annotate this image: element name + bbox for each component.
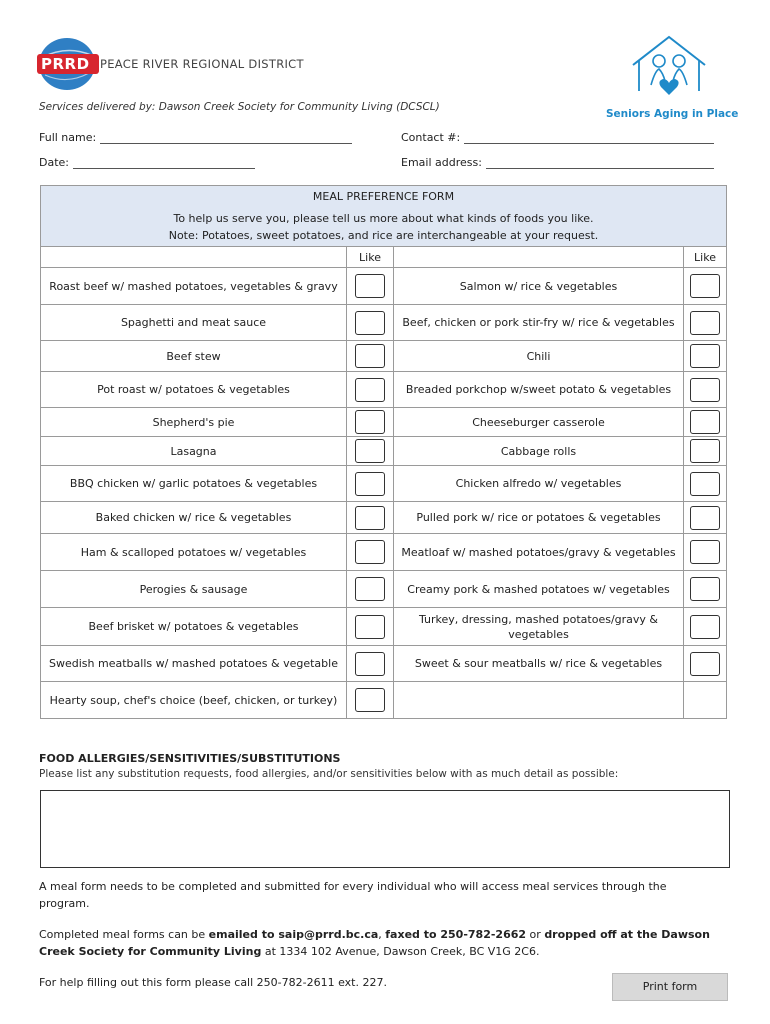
like-checkbox-left[interactable]	[355, 615, 385, 639]
meal-item-right: Cabbage rolls	[394, 437, 684, 466]
meal-item-right: Turkey, dressing, mashed potatoes/gravy & vegetables	[394, 608, 684, 646]
like-cell-right	[684, 437, 727, 466]
date-label: Date:	[39, 156, 69, 169]
para2-text-e: or	[526, 928, 545, 941]
meal-row	[41, 268, 727, 305]
like-cell-left	[347, 268, 394, 305]
footer-paragraph-2	[39, 926, 729, 960]
services-line: Services delivered by: Dawson Creek Society for Community Living (DCSCL)	[39, 101, 440, 113]
meal-item-left: Swedish meatballs w/ mashed potatoes & vegetable	[41, 646, 347, 682]
meal-item-left: Perogies & sausage	[41, 571, 347, 608]
meal-item-right: Beef, chicken or pork stir-fry w/ rice & vegetables	[394, 305, 684, 341]
email-field[interactable]	[401, 156, 714, 169]
like-checkbox-right[interactable]	[690, 615, 720, 639]
like-header-left: Like	[347, 247, 394, 268]
form-intro-1: To help us serve you, please tell us more about what kinds of foods you like.	[173, 211, 594, 225]
like-cell-right	[684, 534, 727, 571]
like-cell-left	[347, 341, 394, 372]
like-cell-left	[347, 408, 394, 437]
like-cell-left	[347, 466, 394, 502]
footer-paragraph-1: A meal form needs to be completed and submitted for every individual who will access meal services through the program.	[39, 880, 667, 910]
like-cell-left	[347, 305, 394, 341]
like-checkbox-left[interactable]	[355, 439, 385, 463]
meal-item-left: BBQ chicken w/ garlic potatoes & vegetables	[41, 466, 347, 502]
like-cell-left	[347, 372, 394, 408]
form-title: MEAL PREFERENCE FORM	[312, 189, 455, 203]
like-header-right: Like	[684, 247, 727, 268]
like-checkbox-left[interactable]	[355, 540, 385, 564]
meal-row	[41, 466, 727, 502]
like-cell-right	[684, 372, 727, 408]
like-cell-left	[347, 571, 394, 608]
like-checkbox-left[interactable]	[355, 688, 385, 712]
meal-item-left: Spaghetti and meat sauce	[41, 305, 347, 341]
contact-input[interactable]	[464, 143, 714, 144]
like-cell-right	[684, 341, 727, 372]
like-cell-right	[684, 608, 727, 646]
like-checkbox-left[interactable]	[355, 506, 385, 530]
like-checkbox-right[interactable]	[690, 311, 720, 335]
like-cell-right	[684, 682, 727, 719]
like-checkbox-right[interactable]	[690, 540, 720, 564]
like-checkbox-left[interactable]	[355, 274, 385, 298]
full-name-field[interactable]	[39, 131, 352, 144]
meal-row	[41, 534, 727, 571]
contact-label: Contact #:	[401, 131, 461, 144]
like-checkbox-right[interactable]	[690, 274, 720, 298]
form-header	[41, 186, 727, 247]
like-cell-right	[684, 571, 727, 608]
meal-row	[41, 608, 727, 646]
like-cell-right	[684, 305, 727, 341]
like-checkbox-left[interactable]	[355, 311, 385, 335]
meal-row	[41, 502, 727, 534]
prrd-logo	[37, 37, 101, 91]
district-name: PEACE RIVER REGIONAL DISTRICT	[100, 57, 304, 71]
like-cell-left	[347, 502, 394, 534]
like-cell-left	[347, 682, 394, 719]
date-field[interactable]	[39, 156, 255, 169]
full-name-input[interactable]	[100, 143, 352, 144]
meal-item-right: Pulled pork w/ rice or potatoes & vegetables	[394, 502, 684, 534]
print-form-button[interactable]: Print form	[612, 973, 728, 1001]
like-checkbox-right[interactable]	[690, 378, 720, 402]
para2-dropoff: dropped off at the Dawson Creek Society for Community Living	[39, 928, 710, 958]
meal-item-left: Ham & scalloped potatoes w/ vegetables	[41, 534, 347, 571]
like-checkbox-left[interactable]	[355, 577, 385, 601]
like-cell-right	[684, 646, 727, 682]
allergies-textarea[interactable]	[40, 790, 730, 868]
full-name-label: Full name:	[39, 131, 97, 144]
meal-row	[41, 305, 727, 341]
meal-item-left: Beef stew	[41, 341, 347, 372]
like-checkbox-right[interactable]	[690, 652, 720, 676]
para2-text-c: ,	[378, 928, 386, 941]
meal-item-right: Chicken alfredo w/ vegetables	[394, 466, 684, 502]
meal-item-right: Salmon w/ rice & vegetables	[394, 268, 684, 305]
like-cell-right	[684, 268, 727, 305]
like-cell-left	[347, 534, 394, 571]
email-input[interactable]	[486, 168, 714, 169]
house-icon	[603, 33, 735, 103]
like-checkbox-right[interactable]	[690, 410, 720, 434]
meal-item-right: Cheeseburger casserole	[394, 408, 684, 437]
like-checkbox-left[interactable]	[355, 410, 385, 434]
meal-item-right	[394, 682, 684, 719]
like-checkbox-left[interactable]	[355, 378, 385, 402]
header-blank-right	[394, 247, 684, 268]
prrd-logo-text: PRRD	[41, 55, 90, 73]
meal-item-right: Meatloaf w/ mashed potatoes/gravy & vegetables	[394, 534, 684, 571]
allergies-instruction: Please list any substitution requests, food allergies, and/or sensitivities below with as much detail as possible:	[39, 768, 619, 780]
meal-preference-table	[40, 185, 727, 719]
meal-item-right: Chili	[394, 341, 684, 372]
meal-row	[41, 646, 727, 682]
like-checkbox-right[interactable]	[690, 344, 720, 368]
meal-item-left: Beef brisket w/ potatoes & vegetables	[41, 608, 347, 646]
meal-item-left: Baked chicken w/ rice & vegetables	[41, 502, 347, 534]
like-checkbox-right[interactable]	[690, 472, 720, 496]
like-checkbox-right[interactable]	[690, 577, 720, 601]
para2-email: emailed to saip@prrd.bc.ca	[208, 928, 379, 941]
meal-item-left: Pot roast w/ potatoes & vegetables	[41, 372, 347, 408]
like-cell-right	[684, 502, 727, 534]
seniors-logo-text: Seniors Aging in Place	[606, 108, 739, 120]
like-cell-right	[684, 408, 727, 437]
meal-item-left: Lasagna	[41, 437, 347, 466]
like-checkbox-right[interactable]	[690, 506, 720, 530]
meal-item-right: Creamy pork & mashed potatoes w/ vegetables	[394, 571, 684, 608]
like-cell-left	[347, 608, 394, 646]
seniors-logo	[603, 33, 739, 123]
form-intro-2: Note: Potatoes, sweet potatoes, and rice are interchangeable at your request.	[168, 228, 599, 242]
meal-row	[41, 372, 727, 408]
meal-row	[41, 341, 727, 372]
date-input[interactable]	[73, 168, 255, 169]
like-checkbox-left[interactable]	[355, 652, 385, 676]
allergies-title: FOOD ALLERGIES/SENSITIVITIES/SUBSTITUTIONS	[39, 752, 341, 765]
meal-item-left: Shepherd's pie	[41, 408, 347, 437]
like-cell-left	[347, 646, 394, 682]
meal-item-right: Breaded porkchop w/sweet potato & vegetables	[394, 372, 684, 408]
like-cell-left	[347, 437, 394, 466]
like-checkbox-left[interactable]	[355, 344, 385, 368]
like-checkbox-left[interactable]	[355, 472, 385, 496]
meal-row	[41, 571, 727, 608]
meal-item-left: Roast beef w/ mashed potatoes, vegetables & gravy	[41, 268, 347, 305]
meal-row	[41, 408, 727, 437]
like-cell-right	[684, 466, 727, 502]
para2-text-a: Completed meal forms can be	[39, 928, 209, 941]
para2-fax: faxed to 250-782-2662	[385, 928, 527, 941]
meal-item-right: Sweet & sour meatballs w/ rice & vegetables	[394, 646, 684, 682]
contact-field[interactable]	[401, 131, 714, 144]
email-label: Email address:	[401, 156, 482, 169]
meal-row	[41, 682, 727, 719]
para2-address: at 1334 102 Avenue, Dawson Creek, BC V1G 2C6.	[261, 945, 540, 958]
like-checkbox-right[interactable]	[690, 439, 720, 463]
header-blank-left	[41, 247, 347, 268]
footer-paragraph-3: For help filling out this form please call 250-782-2611 ext. 227.	[39, 976, 387, 989]
meal-row	[41, 437, 727, 466]
meal-item-left: Hearty soup, chef's choice (beef, chicken, or turkey)	[41, 682, 347, 719]
